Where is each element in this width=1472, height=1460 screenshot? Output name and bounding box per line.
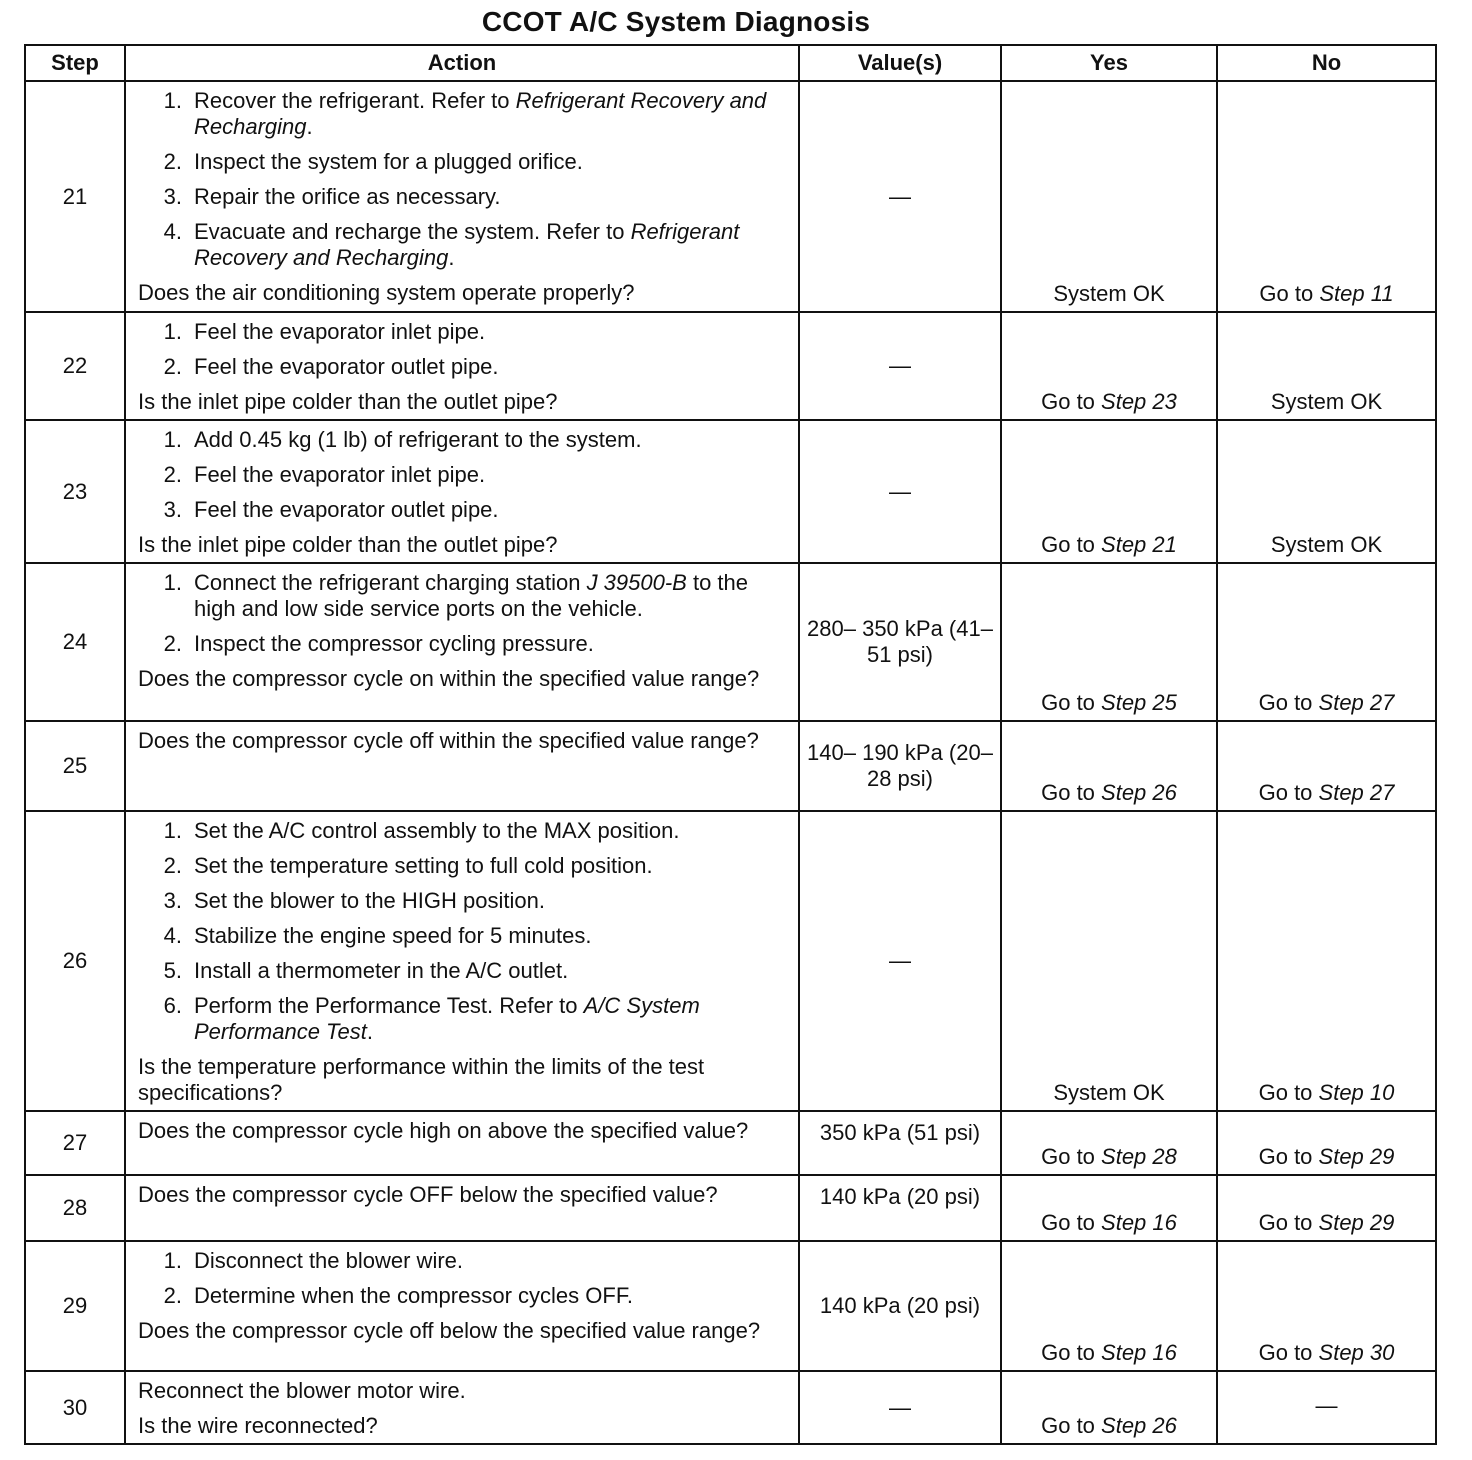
action-step-text <box>194 219 788 271</box>
yes-cell <box>1001 420 1217 563</box>
action-step-number: 3. <box>163 184 182 209</box>
action-step-number: 1. <box>163 1248 182 1273</box>
action-text-segment: Inspect the system for a plugged orifice. <box>194 149 583 174</box>
action-question: Is the temperature performance within the limits of the test specifications? <box>138 1054 705 1105</box>
table-row <box>25 1111 1436 1175</box>
yes-step-reference: Step 25 <box>1101 690 1177 715</box>
table-header-row <box>25 45 1436 81</box>
action-step-number: 1. <box>163 88 182 113</box>
yes-step-reference: Step 16 <box>1101 1340 1177 1365</box>
action-step-item <box>138 497 788 523</box>
step-number: 25 <box>25 721 125 811</box>
action-step-text <box>194 497 788 523</box>
no-step-reference: Step 29 <box>1318 1144 1395 1169</box>
no-result-text: Go to <box>1259 281 1320 306</box>
value-cell: 350 kPa (51 psi) <box>799 1111 1001 1175</box>
document-title: CCOT A/C System Diagnosis <box>481 6 871 37</box>
action-text-segment: Set the A/C control assembly to the MAX position. <box>194 818 680 843</box>
action-text-segment: . <box>448 245 455 270</box>
yes-step-reference: Step 28 <box>1101 1144 1177 1169</box>
value-cell: 140– 190 kPa (20– 28 psi) <box>799 721 1001 811</box>
table-row <box>25 1175 1436 1241</box>
yes-result-text: Go to <box>1041 1210 1102 1235</box>
action-step-item <box>138 184 788 210</box>
action-step-text <box>194 818 788 844</box>
action-step-number: 2. <box>163 853 182 878</box>
action-step-text <box>194 149 788 175</box>
action-step-item <box>138 354 788 380</box>
yes-step-reference: Step 23 <box>1101 389 1177 414</box>
action-step-item <box>138 1283 788 1309</box>
yes-cell <box>1001 811 1217 1111</box>
action-question: Is the inlet pipe colder than the outlet pipe? <box>138 389 558 414</box>
action-step-text <box>194 1248 788 1274</box>
no-result-text: Go to <box>1258 1080 1319 1105</box>
action-step-text <box>194 993 788 1045</box>
yes-result-text: Go to <box>1041 389 1102 414</box>
action-steps-list <box>138 1248 788 1309</box>
table-row <box>25 811 1436 1111</box>
action-step-item <box>138 1248 788 1274</box>
value-cell: — <box>799 1371 1001 1444</box>
action-cell <box>125 420 799 563</box>
value-cell: 140 kPa (20 psi) <box>799 1241 1001 1371</box>
action-step-item <box>138 219 788 271</box>
yes-result-text: System OK <box>1053 1080 1165 1105</box>
action-text-segment: Recover the refrigerant. Refer to <box>194 88 516 113</box>
action-step-number: 2. <box>163 149 182 174</box>
action-step-number: 1. <box>163 427 182 452</box>
action-text-segment: Inspect the compressor cycling pressure. <box>194 631 594 656</box>
action-step-number: 3. <box>163 888 182 913</box>
action-step-item <box>138 958 788 984</box>
no-step-reference: Step 11 <box>1319 281 1394 306</box>
value-cell: 140 kPa (20 psi) <box>799 1175 1001 1241</box>
header-action: Action <box>125 45 799 81</box>
action-step-number: 5. <box>163 958 182 983</box>
action-step-item <box>138 853 788 879</box>
action-cell <box>125 312 799 420</box>
action-text-segment: Feel the evaporator inlet pipe. <box>194 319 486 344</box>
action-step-item <box>138 888 788 914</box>
no-cell <box>1217 312 1436 420</box>
action-text-segment: Reconnect the blower motor wire. <box>138 1378 466 1403</box>
action-text-segment: Stabilize the engine speed for 5 minutes. <box>194 923 592 948</box>
action-question: Does the compressor cycle off below the specified value range? <box>138 1318 761 1343</box>
action-step-number: 2. <box>163 354 182 379</box>
action-cell <box>125 1371 799 1444</box>
table-row <box>25 721 1436 811</box>
action-step-text <box>194 1283 788 1309</box>
yes-step-reference: Step 26 <box>1101 780 1177 805</box>
no-cell <box>1217 81 1436 312</box>
action-step-item <box>138 427 788 453</box>
reference-link-text: J 39500-B <box>586 570 687 595</box>
reference-link-text: Refrigerant Recovery and Recharging <box>194 88 767 139</box>
action-step-item <box>138 1378 788 1404</box>
action-steps-list <box>138 818 788 1045</box>
no-result-text: Go to <box>1258 780 1319 805</box>
action-cell <box>125 1175 799 1241</box>
value-cell: — <box>799 420 1001 563</box>
action-step-number: 6. <box>163 993 182 1018</box>
yes-cell <box>1001 1111 1217 1175</box>
yes-result-text: Go to <box>1041 1340 1102 1365</box>
value-cell: — <box>799 811 1001 1111</box>
step-number: 30 <box>25 1371 125 1444</box>
action-step-number: 2. <box>163 1283 182 1308</box>
no-cell <box>1217 1371 1436 1444</box>
step-number: 24 <box>25 563 125 721</box>
action-cell <box>125 721 799 811</box>
action-text-segment: Set the blower to the HIGH position. <box>194 888 545 913</box>
action-step-text <box>194 184 788 210</box>
yes-result-text: System OK <box>1053 281 1165 306</box>
action-step-text <box>194 958 788 984</box>
no-result-text: Go to <box>1258 1144 1319 1169</box>
no-cell <box>1217 1241 1436 1371</box>
action-step-number: 4. <box>163 923 182 948</box>
action-text-segment: Feel the evaporator outlet pipe. <box>194 497 499 522</box>
action-text-segment: Install a thermometer in the A/C outlet. <box>194 958 569 983</box>
action-cell <box>125 811 799 1111</box>
action-question: Does the compressor cycle OFF below the specified value? <box>138 1182 718 1207</box>
no-result-text: Go to <box>1258 690 1319 715</box>
yes-cell <box>1001 312 1217 420</box>
no-cell <box>1217 420 1436 563</box>
action-text-segment: Perform the Performance Test. Refer to <box>194 993 584 1018</box>
action-step-item <box>138 149 788 175</box>
yes-result-text: Go to <box>1041 780 1102 805</box>
value-cell: 280– 350 kPa (41– 51 psi) <box>799 563 1001 721</box>
action-cell <box>125 1111 799 1175</box>
action-step-text <box>194 354 788 380</box>
table-row <box>25 563 1436 721</box>
yes-cell <box>1001 1175 1217 1241</box>
action-step-item <box>138 993 788 1045</box>
no-result-text: System OK <box>1270 389 1383 414</box>
header-no: No <box>1217 45 1436 81</box>
action-text-segment: Repair the orifice as necessary. <box>194 184 501 209</box>
no-step-reference: Step 30 <box>1318 1340 1395 1365</box>
step-number: 27 <box>25 1111 125 1175</box>
action-question: Does the compressor cycle off within the specified value range? <box>138 728 759 753</box>
reference-link-text: A/C System Performance Test <box>194 993 700 1044</box>
action-step-text <box>194 462 788 488</box>
no-cell <box>1217 1111 1436 1175</box>
action-question: Does the compressor cycle high on above the specified value? <box>138 1118 749 1143</box>
no-cell <box>1217 1175 1436 1241</box>
action-steps-list <box>138 1378 788 1404</box>
value-cell: — <box>799 312 1001 420</box>
action-step-text <box>194 923 788 949</box>
yes-result-text: Go to <box>1041 1413 1102 1438</box>
no-cell <box>1217 563 1436 721</box>
step-number: 29 <box>25 1241 125 1371</box>
action-step-text <box>194 888 788 914</box>
action-step-number: 1. <box>163 570 182 595</box>
no-step-reference: Step 27 <box>1318 690 1395 715</box>
action-text-segment: Determine when the compressor cycles OFF. <box>194 1283 633 1308</box>
action-step-item <box>138 818 788 844</box>
action-question: Does the air conditioning system operate properly? <box>138 280 635 305</box>
diagnosis-table <box>24 44 1437 1445</box>
table-row <box>25 1371 1436 1444</box>
yes-cell <box>1001 1371 1217 1444</box>
no-cell <box>1217 721 1436 811</box>
value-cell: — <box>799 81 1001 312</box>
action-text-segment: Feel the evaporator outlet pipe. <box>194 354 499 379</box>
action-steps-list <box>138 427 788 523</box>
step-number: 26 <box>25 811 125 1111</box>
action-text-segment: Connect the refrigerant charging station <box>194 570 587 595</box>
action-text-segment: . <box>306 114 313 139</box>
header-step: Step <box>25 45 125 81</box>
table-row <box>25 1241 1436 1371</box>
table-row <box>25 81 1436 312</box>
no-step-reference: Step 10 <box>1318 1080 1395 1105</box>
action-step-number: 3. <box>163 497 182 522</box>
step-number: 23 <box>25 420 125 563</box>
yes-step-reference: Step 16 <box>1101 1210 1177 1235</box>
action-text-segment: Feel the evaporator inlet pipe. <box>194 462 486 487</box>
reference-link-text: Refrigerant Recovery and Recharging <box>194 219 740 270</box>
no-cell <box>1217 811 1436 1111</box>
no-result-text: Go to <box>1258 1340 1319 1365</box>
no-step-reference: Step 27 <box>1318 780 1395 805</box>
action-question: Is the wire reconnected? <box>138 1413 378 1438</box>
action-step-text <box>194 570 788 622</box>
yes-result-text: Go to <box>1041 690 1102 715</box>
yes-result-text: Go to <box>1041 1144 1102 1169</box>
action-step-number: 2. <box>163 631 182 656</box>
yes-step-reference: Step 21 <box>1101 532 1177 557</box>
action-steps-list <box>138 319 788 380</box>
action-step-number: 1. <box>163 319 182 344</box>
yes-cell <box>1001 721 1217 811</box>
action-cell <box>125 563 799 721</box>
action-step-text <box>194 853 788 879</box>
action-step-item <box>138 923 788 949</box>
no-result-text: System OK <box>1270 532 1383 557</box>
action-step-text <box>194 319 788 345</box>
yes-step-reference: Step 26 <box>1101 1413 1177 1438</box>
action-step-number: 1. <box>163 818 182 843</box>
action-steps-list <box>138 88 788 271</box>
action-question: Does the compressor cycle on within the specified value range? <box>138 666 760 691</box>
no-result-text: Go to <box>1258 1210 1319 1235</box>
yes-cell <box>1001 563 1217 721</box>
action-step-item <box>138 462 788 488</box>
action-step-number: 2. <box>163 462 182 487</box>
action-question: Is the inlet pipe colder than the outlet pipe? <box>138 532 558 557</box>
action-text-segment: to the high and low side service ports on the vehicle. <box>194 570 749 621</box>
action-cell <box>125 1241 799 1371</box>
action-step-text <box>138 1378 788 1404</box>
table-body <box>25 81 1436 1444</box>
action-text-segment: . <box>366 1019 373 1044</box>
yes-cell <box>1001 1241 1217 1371</box>
table-row <box>25 312 1436 420</box>
action-step-text <box>194 631 788 657</box>
action-text-segment: Disconnect the blower wire. <box>194 1248 464 1273</box>
header-values: Value(s) <box>799 45 1001 81</box>
action-step-item <box>138 570 788 622</box>
action-step-item <box>138 88 788 140</box>
action-cell <box>125 81 799 312</box>
action-step-item <box>138 319 788 345</box>
yes-result-text: Go to <box>1041 532 1102 557</box>
step-number: 21 <box>25 81 125 312</box>
yes-cell <box>1001 81 1217 312</box>
action-step-text <box>194 427 788 453</box>
no-result-text: — <box>1315 1392 1338 1418</box>
action-steps-list <box>138 570 788 657</box>
action-step-number: 4. <box>163 219 182 244</box>
action-text-segment: Evacuate and recharge the system. Refer to <box>194 219 631 244</box>
step-number: 22 <box>25 312 125 420</box>
step-number: 28 <box>25 1175 125 1241</box>
action-text-segment: Add 0.45 kg (1 lb) of refrigerant to the system. <box>194 427 642 452</box>
table-row <box>25 420 1436 563</box>
action-text-segment: Set the temperature setting to full cold position. <box>194 853 653 878</box>
no-step-reference: Step 29 <box>1318 1210 1395 1235</box>
header-yes: Yes <box>1001 45 1217 81</box>
action-step-item <box>138 631 788 657</box>
action-step-text <box>194 88 788 140</box>
